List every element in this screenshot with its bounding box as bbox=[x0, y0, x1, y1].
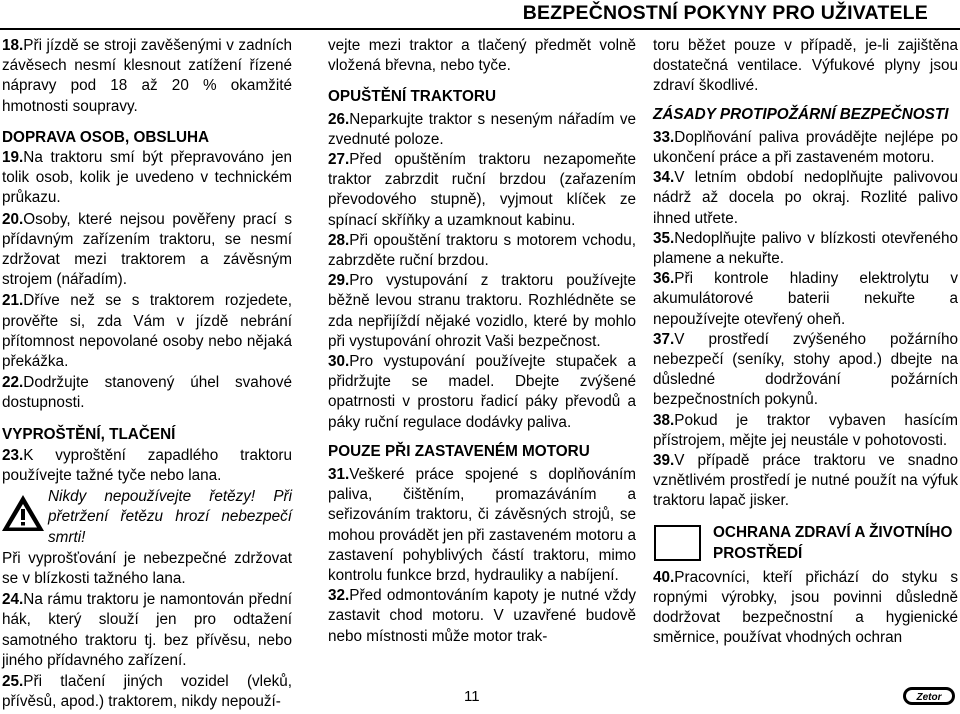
warning-text bbox=[48, 487, 292, 548]
item-38 bbox=[653, 411, 958, 451]
item-39 bbox=[653, 451, 958, 512]
page-header bbox=[0, 2, 960, 30]
item-number: 32. bbox=[328, 587, 350, 605]
item-number: 34. bbox=[653, 169, 675, 187]
warning-line-1: Nikdy nepoužívejte řetězy! bbox=[48, 488, 256, 506]
item-number: 21. bbox=[2, 292, 24, 310]
item-text: Pro vystupování z traktoru používejte běžně levou stranu traktoru. Rozhlédněte se zda nepřijíždí nějaké vozidlo, které by mohlo při vystupování ohrozit Vaši bezpečnost. bbox=[328, 272, 636, 350]
item-23 bbox=[2, 446, 292, 486]
item-text: Dříve než se s traktorem rozjedete, prověřte si, zda Vám v jízdě nebrání přítomnost nepovolané osoby nebo nějaká překážka. bbox=[2, 292, 292, 371]
item-23-note: Při vyprošťování je nebezpečné zdržovat se v blízkosti tažného lana. bbox=[2, 549, 292, 588]
item-24 bbox=[2, 590, 292, 671]
section-heading-health: OCHRANA ZDRAVÍ A ŽIVOTNÍHO PROSTŘEDÍ bbox=[713, 523, 953, 562]
item-35 bbox=[653, 229, 958, 269]
item-number: 31. bbox=[328, 466, 350, 484]
item-number: 18. bbox=[2, 37, 24, 54]
item-32 bbox=[328, 586, 636, 647]
warning-line-2: Při přetržení řetězu hrozí nebezpečí smrti! bbox=[48, 488, 293, 546]
column-left bbox=[2, 36, 292, 714]
section-heading-persons: DOPRAVA OSOB, OBSLUHA bbox=[2, 128, 210, 146]
item-number: 40. bbox=[653, 568, 675, 586]
zetor-logo-icon bbox=[902, 685, 956, 707]
item-number: 19. bbox=[2, 149, 24, 167]
item-19 bbox=[2, 148, 292, 209]
item-25 bbox=[2, 672, 292, 712]
item-18 bbox=[2, 36, 292, 117]
item-number: 30. bbox=[328, 353, 350, 371]
item-text: Pro vystupování používejte stupaček a přidržujte se madel. Dbejte zvýšené opatrnosti v prostoru řadicí páky převodů a páky ruční regulace dodávky paliva. bbox=[328, 353, 636, 431]
warning-triangle-icon bbox=[0, 493, 46, 533]
item-30 bbox=[328, 352, 636, 433]
item-text: Pokud je traktor vybaven hasícím přístrojem, mějte jej neustále v pohotovosti. bbox=[653, 411, 958, 449]
item-34 bbox=[653, 168, 958, 229]
item-text: Při kontrole hladiny elektrolytu v akumulátorové baterii nekuřte a nepoužívejte otevřený oheň. bbox=[653, 270, 958, 328]
item-number: 33. bbox=[653, 128, 675, 146]
item-number: 20. bbox=[2, 210, 24, 228]
item-text: Na traktoru smí být přepravováno jen tolik osob, kolik je uvedeno v technickém průkazu. bbox=[2, 149, 292, 207]
item-text: Před opuštěním traktoru nezapomeňte traktor zabrzdit ruční brzdou (zařazením převodového stupně), vyjmout klíček ze spínací skříňky a uzamknout kabinu. bbox=[328, 151, 636, 229]
item-29 bbox=[328, 271, 636, 352]
item-number: 28. bbox=[328, 231, 350, 249]
item-number: 27. bbox=[328, 151, 350, 169]
section-heading-leaving: OPUŠTĚNÍ TRAKTORU bbox=[328, 88, 496, 106]
item-number: 36. bbox=[653, 270, 675, 288]
item-40 bbox=[653, 568, 958, 649]
item-28 bbox=[328, 231, 636, 271]
column-right bbox=[653, 36, 958, 648]
item-text: K vyproštění zapadlého traktoru používejte tažné tyče nebo lana. bbox=[2, 446, 292, 485]
column-middle bbox=[328, 36, 636, 647]
item-26 bbox=[328, 110, 636, 150]
page-number: 11 bbox=[464, 688, 480, 705]
item-number: 29. bbox=[328, 272, 350, 290]
item-27 bbox=[328, 150, 636, 231]
item-text: Osoby, které nejsou pověřeny prací s přídavným zařízením traktoru, se nesmí zdržovat mezi traktorem a závěsným strojem (nářadím). bbox=[2, 210, 292, 289]
item-33 bbox=[653, 128, 958, 168]
item-36 bbox=[653, 269, 958, 330]
item-text: V případě práce traktoru ve snadno vznětlivém prostředí je nutné použít na výfuk traktoru lapač jisker. bbox=[653, 452, 958, 510]
section-heading-health-block bbox=[653, 522, 958, 564]
item-text: Na rámu traktoru je namontován přední hák, který slouží jen pro odtažení samotného traktoru tj. bez přívěsu, nebo jiného přídavného zařízení. bbox=[2, 591, 292, 669]
item-text: Veškeré práce spojené s doplňováním paliva, čištěním, promazáváním a seřizováním traktoru, či závěsných strojů, se mohou provádět jen při zastaveném motoru a zastavení pohyblivých částí traktoru, mimo kontrolu funkce brzd, hydrauliky a nabíjení. bbox=[328, 466, 636, 585]
item-text: V prostředí zvýšeného požárního nebezpečí (seníky, stohy apod.) dbejte na důsledné dodržování požárních bezpečnostních pokynů. bbox=[653, 330, 958, 409]
item-number: 26. bbox=[328, 110, 350, 128]
item-37 bbox=[653, 330, 958, 411]
item-text: Před odmontováním kapoty je nutné vždy zastavit chod motoru. V uzavřené budově nebo místnosti může motor trak- bbox=[328, 587, 636, 645]
item-text: Při jízdě se stroji zavěšenými v zadních závěsech nesmí klesnout zatížení řízené nápravy pod 18 až 20 % okamžité hmotnosti soupravy. bbox=[2, 37, 292, 115]
item-text: Neparkujte traktor s neseným nářadím ve zvednuté poloze. bbox=[328, 110, 636, 148]
item-text: Dodržujte stanovený úhel svahové dostupnosti. bbox=[2, 374, 292, 412]
item-number: 38. bbox=[653, 411, 675, 429]
item-31 bbox=[328, 465, 636, 586]
item-20 bbox=[2, 210, 292, 291]
item-21 bbox=[2, 291, 292, 372]
section-heading-fire-safety: ZÁSADY PROTIPOŽÁRNÍ BEZPEČNOSTI bbox=[653, 105, 949, 123]
header-rule bbox=[0, 28, 960, 30]
item-text: Při tlačení jiných vozidel (vleků, přívěsů, apod.) traktorem, nikdy nepouží- bbox=[2, 673, 292, 711]
logo-text: Zetor bbox=[916, 692, 942, 703]
section-heading-tow: VYPROŠTĚNÍ, TLAČENÍ bbox=[2, 425, 176, 443]
item-text: Nedoplňujte palivo v blízkosti otevřeného plamene a nekuřte. bbox=[653, 229, 958, 268]
item-text: Při opouštění traktoru s motorem vchodu, zabrzděte ruční brzdou. bbox=[328, 231, 636, 270]
section-heading-engine-stopped: POUZE PŘI ZASTAVENÉM MOTORU bbox=[328, 442, 590, 460]
item-25-continued: vejte mezi traktor a tlačený předmět volně vložená břevna, nebo tyče. bbox=[328, 37, 636, 75]
item-text: Doplňování paliva provádějte nejlépe po ukončení práce a při zastaveném motoru. bbox=[653, 128, 958, 167]
empty-box-icon bbox=[654, 525, 701, 561]
warning-block bbox=[2, 487, 292, 548]
item-number: 35. bbox=[653, 229, 675, 247]
item-number: 24. bbox=[2, 591, 24, 609]
item-text: V letním období nedoplňujte palivovou nádrž až docela po okraj. Rozlité palivo ihned utřete. bbox=[653, 169, 958, 227]
item-text: Pracovníci, kteří přichází do styku s ropnými výrobky, jsou povinni důsledně dodržovat bezpečnostní a hygienické směrnice, používat vhodných ochran bbox=[653, 568, 958, 647]
item-32-continued: toru běžet pouze v případě, je-li zajištěna dostatečná ventilace. Výfukové plyny jsou zdraví škodlivé. bbox=[653, 37, 958, 95]
item-number: 25. bbox=[2, 673, 24, 691]
item-number: 39. bbox=[653, 452, 675, 470]
item-number: 37. bbox=[653, 330, 675, 348]
item-number: 22. bbox=[2, 374, 24, 392]
item-22 bbox=[2, 373, 292, 413]
page-title: BEZPEČNOSTNÍ POKYNY PRO UŽIVATELE bbox=[522, 2, 928, 24]
item-number: 23. bbox=[2, 446, 24, 464]
